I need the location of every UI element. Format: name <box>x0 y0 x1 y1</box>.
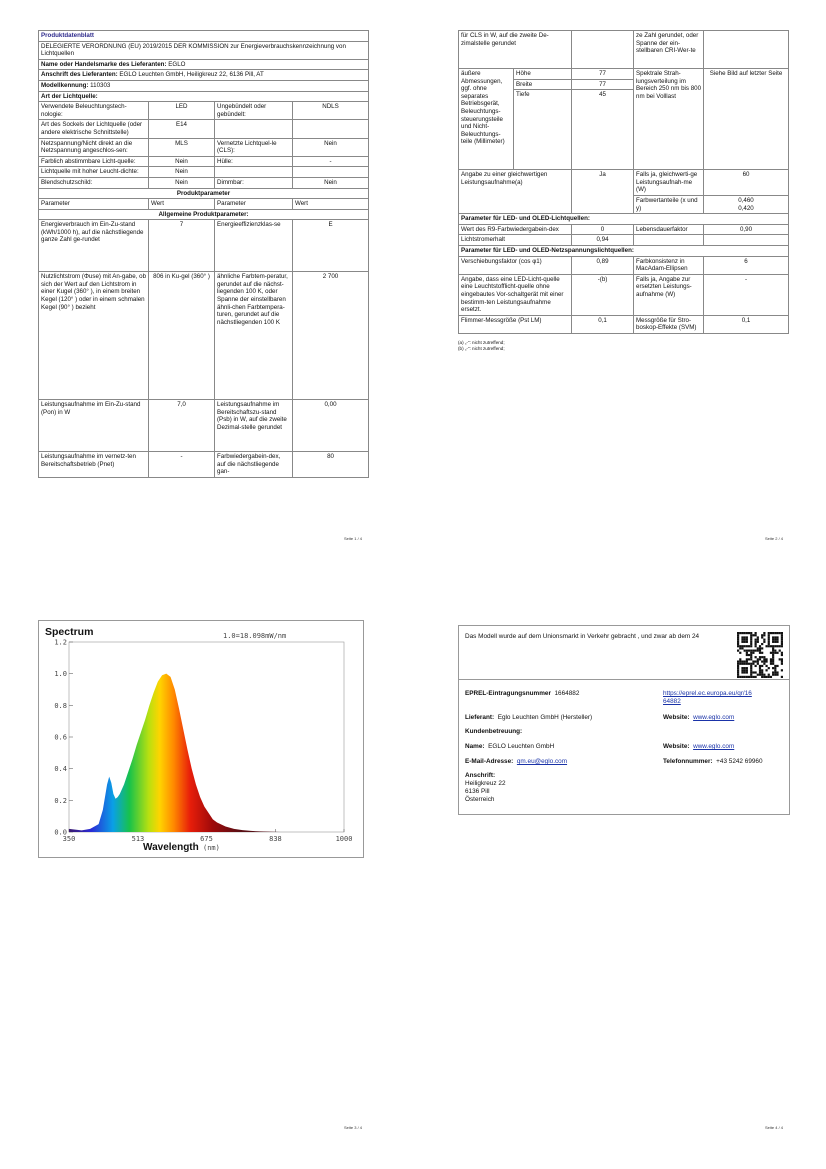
qr-code-icon[interactable] <box>737 632 783 678</box>
cell-label: Blendschutzschild: <box>39 177 149 188</box>
cell-label: Nutzlichtstrom (Φuse) mit An-gabe, ob sich der Wert auf den Lichtstrom in einer Kugel (360° ), in einem breiten Kegel (120° ) oder in einem schmalen Kegel (90° ) bezieht <box>39 272 149 400</box>
website2-row <box>663 743 734 751</box>
footnote-b: (b) „-“: nicht zutreffend; <box>458 345 505 351</box>
chart-title: Spectrum <box>45 626 94 638</box>
cell-value: E <box>293 220 369 272</box>
lifetime-label: Lebensdauerfaktor <box>634 224 704 235</box>
datasheet-table-2 <box>458 30 789 334</box>
datasheet-page-2 <box>458 30 788 352</box>
cell-label: Lichtquelle mit hoher Leucht-dichte: <box>39 167 149 178</box>
model-id: 110303 <box>90 81 111 89</box>
replace-power-value: - <box>704 274 789 315</box>
email-link[interactable]: qm.eu@eglo.com <box>516 758 568 765</box>
shift-value: 0,89 <box>572 256 634 274</box>
consist-label: Farbkonsistenz in MacAdam-Ellipsen <box>634 256 704 274</box>
replace-value: -(b) <box>572 274 634 315</box>
header-cell: Wert <box>293 199 369 210</box>
cell-value: 80 <box>293 452 369 478</box>
spectrum-plot <box>39 621 363 857</box>
website-link[interactable]: www.eglo.com <box>693 714 735 721</box>
lifetime-value: 0,90 <box>704 224 789 235</box>
email-row <box>465 758 567 766</box>
cell-value: E14 <box>149 120 215 138</box>
name-value: EGLO Leuchten GmbH <box>488 743 555 750</box>
phone-value: +43 5242 69960 <box>716 758 763 765</box>
cell-label: Leistungsaufnahme im Bereitschaftszu-stand (Psb) in W, auf die zweite Dezimal-stelle gerundet <box>215 400 293 452</box>
dim-value: 77 <box>572 79 634 90</box>
phone-row <box>663 758 763 766</box>
strobo-label: Messgröße für Stro-boskop-Effekte (SVM) <box>634 315 704 333</box>
y-axis <box>54 639 73 837</box>
consist-value: 6 <box>704 256 789 274</box>
regulation-text: DELEGIERTE VERORDNUNG (EU) 2019/2015 DER KOMMISSION zur Energieverbrauchskennzeichnung von Lichtquellen <box>39 41 369 59</box>
dim-label: Höhe <box>514 69 572 80</box>
cell-value: Nein <box>149 177 215 188</box>
cell-value: 7,0 <box>149 400 215 452</box>
cell-value: 0,00 <box>293 400 369 452</box>
y-tick-label: 0.2 <box>54 796 67 805</box>
product-params-heading: Produktparameter <box>39 188 369 199</box>
eprel-row <box>465 690 579 698</box>
equiv-label: Angabe zu einer gleichwertigen Leistungsaufnahme(a) <box>459 170 572 214</box>
cell-value: - <box>293 156 369 167</box>
dim-value: 77 <box>572 69 634 80</box>
r9-label: Wert des R9-Farbwiedergabein-dex <box>459 224 572 235</box>
y-tick-label: 1.0 <box>54 670 67 679</box>
led-params-heading: Parameter für LED- und OLED-Lichtquellen: <box>459 214 789 225</box>
replace-label: Angabe, dass eine LED-Licht-quelle eine Leuchtstofflicht-quelle ohne eingebautes Vor-schaltgerät mit einer bestimm-ten Leistungsaufnahme ersetzt. <box>459 274 572 315</box>
supplier-name-row <box>39 59 369 70</box>
website-row <box>663 714 734 722</box>
cell-value: MLS <box>149 138 215 156</box>
cell-label: Leistungsaufnahme im vernetz-ten Bereitschaftsbetrieb (Pnet) <box>39 452 149 478</box>
chroma-value <box>704 195 789 213</box>
x-tick-label: 513 <box>131 835 145 843</box>
empty-cell <box>634 235 704 246</box>
chroma-label: Farbwertanteile (x und y) <box>634 195 704 213</box>
x-tick-label: 1000 <box>335 835 353 843</box>
dim-label: Breite <box>514 79 572 90</box>
page-number: Seite 4 / 4 <box>765 1125 784 1130</box>
name-label: Name: <box>465 743 485 750</box>
y-tick-label: 0.0 <box>54 828 67 837</box>
equiv-value: Ja <box>572 170 634 214</box>
cell-value: Nein <box>293 138 369 156</box>
flicker-label: Flimmer-Messgröße (Pst LM) <box>459 315 572 333</box>
cell-label: Hülle: <box>215 156 293 167</box>
equiv-power-label: Falls ja, gleichwerti-ge Leistungsaufnah-me (W) <box>634 170 704 196</box>
supplier-name-label: Name oder Handelsmarke des Lieferanten: <box>41 60 167 68</box>
header-cell: Wert <box>149 199 215 210</box>
eprel-link-line2[interactable]: 64882 <box>663 698 681 705</box>
cell-label: Netzspannung/Nicht direkt an die Netzspannung angeschlos-sen: <box>39 138 149 156</box>
cell-label: Art des Sockels der Lichtquelle (oder andere elektrische Schnittstelle) <box>39 120 149 138</box>
y-tick-label: 0.4 <box>54 765 67 774</box>
footnotes <box>458 340 788 352</box>
maint-value: 0,94 <box>572 235 634 246</box>
y-tick-label: 0.6 <box>54 733 67 742</box>
equiv-power-value: 60 <box>704 170 789 196</box>
cell-label: Energieverbrauch im Ein-Zu-stand (kWh/1000 h), auf die nächstliegende ganze Zahl ge-rundet <box>39 220 149 272</box>
x-axis-label: Wavelength <box>143 842 199 853</box>
shift-label: Verschiebungsfaktor (cos φ1) <box>459 256 572 274</box>
cell-value: Nein <box>293 177 369 188</box>
datasheet-table-1 <box>38 30 369 478</box>
cell-value: NDLS <box>293 102 369 120</box>
name-row <box>465 743 554 751</box>
x-tick-label: 675 <box>200 835 213 843</box>
cell-label: Ungebündelt oder gebündelt: <box>215 102 293 120</box>
supplier-address: EGLO Leuchten GmbH, Heiligkreuz 22, 6136 Pill, AT <box>119 71 264 79</box>
supplier-address-label: Anschrift des Lieferanten: <box>41 71 118 79</box>
cell-value: Nein <box>149 167 215 178</box>
chroma-y: 0,420 <box>738 204 754 212</box>
strobo-value: 0,1 <box>704 315 789 333</box>
email-label: E-Mail-Adresse: <box>465 758 514 765</box>
cell-label: Vernetzte Lichtquel-le (CLS): <box>215 138 293 156</box>
maint-label: Lichtstromerhalt <box>459 235 572 246</box>
phone-label: Telefonnummer: <box>663 758 713 765</box>
page-title: Produktdatenblatt <box>39 31 369 42</box>
care-heading: Kundenbetreuung: <box>465 728 523 735</box>
supplier-name: EGLO <box>168 60 186 68</box>
page-number: Seite 1 / 4 <box>344 536 363 541</box>
mains-params-heading: Parameter für LED- und OLED-Netzspannungslichtquellen: <box>459 245 789 256</box>
cell-label: ähnliche Farbtem-peratur, gerundet auf die nächst-liegenden 100 K, oder Spanne der einstellbaren ähnli-chen Farbtempera-turen, gerundet auf die nächstliegenden 100 K <box>215 272 293 400</box>
cell-value: Nein <box>149 156 215 167</box>
cell-value: 2 700 <box>293 272 369 400</box>
cell-label: Farbwiedergabein-dex, auf die nächstliegende gan- <box>215 452 293 478</box>
cell-value <box>293 120 369 138</box>
spectrum-area <box>69 674 344 832</box>
cell-label: Energieeffizienzklas-se <box>215 220 293 272</box>
general-params-heading: Allgemeine Produktparameter: <box>39 209 369 220</box>
cell-label: Leistungsaufnahme im Ein-Zu-stand (Pon) in W <box>39 400 149 452</box>
eprel-link[interactable] <box>663 690 752 706</box>
cell-label: Farblich abstimmbare Licht-quelle: <box>39 156 149 167</box>
address-line-2: 6136 Pill <box>465 788 490 795</box>
address-label: Anschrift: <box>465 772 496 779</box>
datasheet-page-1 <box>38 30 368 478</box>
replace-power-label: Falls ja, Angabe zur ersetzten Leistungs-aufnahme (W) <box>634 274 704 315</box>
website2-label: Website: <box>663 743 690 750</box>
footnote-a: (a) „-“: nicht zutreffend; <box>458 339 505 345</box>
dim-value: 45 <box>572 90 634 170</box>
cell-value <box>293 167 369 178</box>
cell-value: LED <box>149 102 215 120</box>
eprel-label: EPREL-Eintragungsnummer <box>465 690 551 697</box>
spectral-value: Siehe Bild auf letzter Seite <box>704 69 789 170</box>
r9-value: 0 <box>572 224 634 235</box>
spectrum-chart <box>38 620 364 858</box>
supplier-label: Lieferant: <box>465 714 495 721</box>
page-number: Seite 2 / 4 <box>765 536 784 541</box>
website-label: Website: <box>663 714 690 721</box>
cell-label <box>215 120 293 138</box>
y-tick-label: 1.2 <box>54 638 67 647</box>
dimensions-label: äußere Abmessungen, ggf. ohne separates Betriebsgerät, Beleuchtungs-steuerungsteile und Nicht-Beleuchtungs-teile (Millimeter) <box>459 69 514 170</box>
dim-label: Tiefe <box>514 90 572 170</box>
x-axis-unit: (nm) <box>203 844 220 852</box>
supplier-value: Eglo Leuchten GmbH (Hersteller) <box>497 714 593 721</box>
website2-link[interactable]: www.eglo.com <box>693 743 735 750</box>
eprel-value: 1664882 <box>554 690 580 697</box>
contact-page <box>458 625 790 815</box>
cell-label <box>215 167 293 178</box>
header-cell: Parameter <box>39 199 149 210</box>
address-line-3: Österreich <box>465 796 495 803</box>
x-tick-label: 350 <box>62 835 76 843</box>
market-text: Das Modell wurde auf dem Unionsmarkt in Verkehr gebracht , und zwar ab dem 24 <box>465 633 700 640</box>
model-label: Modellkennung: <box>41 81 89 89</box>
cell-label: für CLS in W, auf die zweite De-zimalstelle gerundet <box>459 31 572 69</box>
cell-label: Verwendete Beleuchtungstech-nologie: <box>39 102 149 120</box>
cell-label: ze Zahl gerundet, oder Spanne der ein-stellbaren CRI-Wer-te <box>634 31 704 69</box>
cell-label: Dimmbar: <box>215 177 293 188</box>
empty-cell <box>704 235 789 246</box>
type-heading: Art der Lichtquelle: <box>39 91 369 102</box>
address-block <box>465 772 506 804</box>
x-tick-label: 838 <box>269 835 282 843</box>
flicker-value: 0,1 <box>572 315 634 333</box>
spectral-label: Spektrale Strah-lungsverteilung im Bereich 250 nm bis 800 nm bei Volllast <box>634 69 704 170</box>
cell-value: 7 <box>149 220 215 272</box>
y-tick-label: 0.8 <box>54 701 67 710</box>
model-row <box>39 80 369 91</box>
cell-value <box>704 31 789 69</box>
cell-value <box>572 31 634 69</box>
address-line-1: Heiligkreuz 22 <box>465 780 506 787</box>
page-number: Seite 3 / 4 <box>344 1125 363 1130</box>
chroma-x: 0,460 <box>738 196 754 204</box>
cell-value: - <box>149 452 215 478</box>
eprel-link-line1[interactable]: https://eprel.ec.europa.eu/qr/16 <box>663 690 752 697</box>
header-cell: Parameter <box>215 199 293 210</box>
cell-value: 806 in Ku-gel (360° ) <box>149 272 215 400</box>
divider <box>459 679 789 680</box>
chart-annotation: 1.0=18.098mW/nm <box>223 632 287 640</box>
supplier-address-row <box>39 70 369 81</box>
supplier-row <box>465 714 592 722</box>
